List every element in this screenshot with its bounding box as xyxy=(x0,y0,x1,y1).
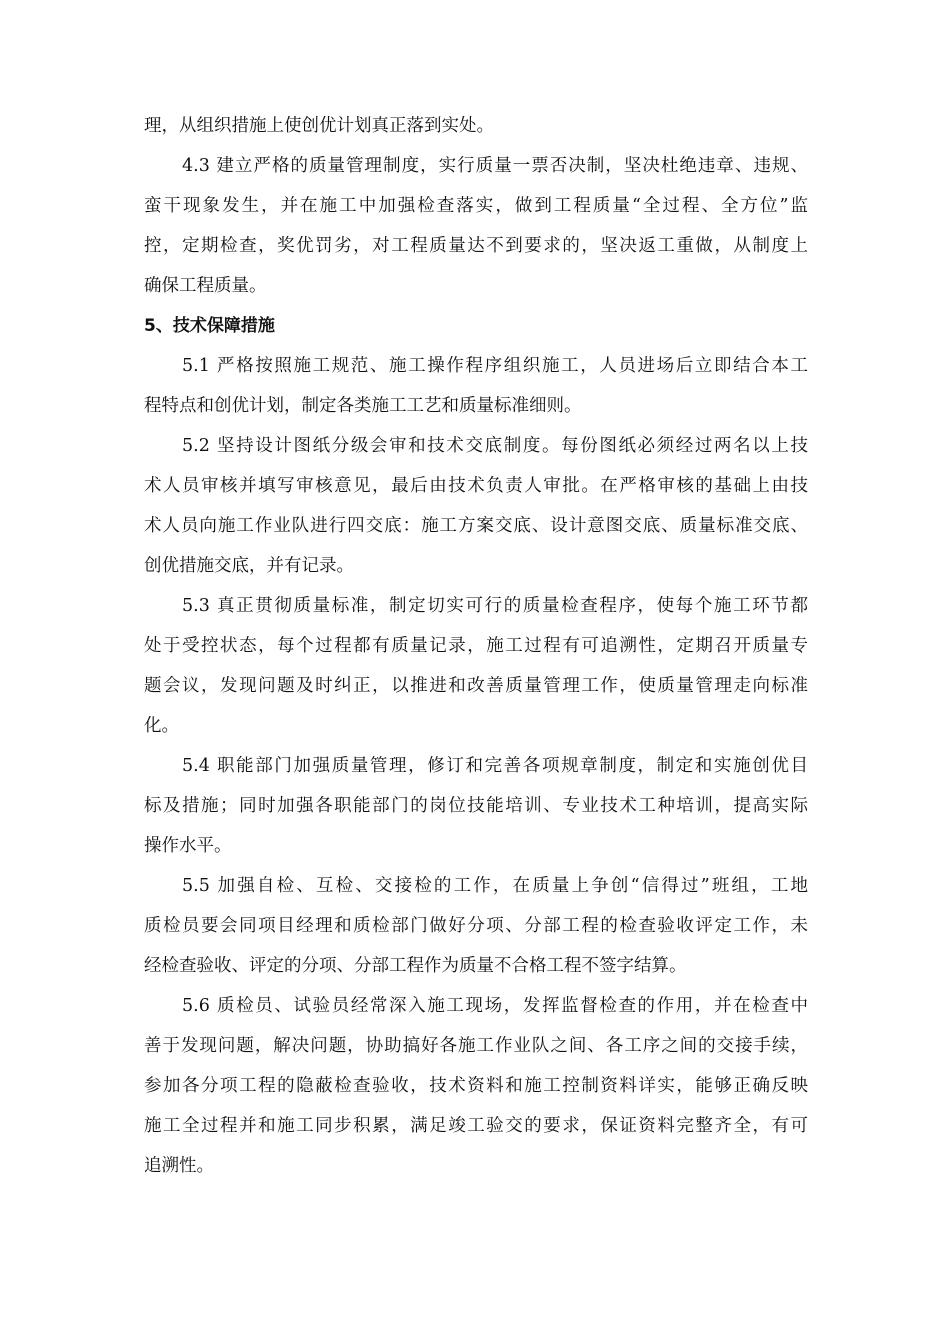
text-line: 术人员审核并填写审核意见，最后由技术负责人审批。在严格审核的基础上由技 xyxy=(144,476,808,496)
text-line: 创优措施交底，并有记录。 xyxy=(144,556,354,576)
text-line: 善于发现问题，解决问题，协助搞好各施工作业队之间、各工序之间的交接手续， xyxy=(144,1036,808,1056)
text-line: 控，定期检查，奖优罚劣，对工程质量达不到要求的，坚决返工重做，从制度上 xyxy=(144,236,808,256)
paragraph-5-3-line: 5.3 真正贯彻质量标准，制定切实可行的质量检查程序，使每个施工环节都 xyxy=(182,596,808,616)
text-line: 施工全过程并和施工同步积累，满足竣工验交的要求，保证资料完整齐全，有可 xyxy=(144,1116,808,1136)
paragraph-5-4-line: 5.4 职能部门加强质量管理，修订和完善各项规章制度，制定和实施创优目 xyxy=(182,756,808,776)
text-line: 追溯性。 xyxy=(144,1156,214,1176)
text-line: 术人员向施工作业队进行四交底：施工方案交底、设计意图交底、质量标准交底、 xyxy=(144,516,808,536)
text-line: 参加各分项工程的隐蔽检查验收，技术资料和施工控制资料详实，能够正确反映 xyxy=(144,1076,808,1096)
text-line: 程特点和创优计划，制定各类施工工艺和质量标准细则。 xyxy=(144,396,582,416)
text-line: 经检查验收、评定的分项、分部工程作为质量不合格工程不签字结算。 xyxy=(144,956,687,976)
paragraph-4-3-line: 4.3 建立严格的质量管理制度，实行质量一票否决制，坚决杜绝违章、违规、 xyxy=(182,156,808,176)
section-heading: 5、技术保障措施 xyxy=(144,316,275,336)
document-body xyxy=(144,106,808,1186)
paragraph-5-1-line: 5.1 严格按照施工规范、施工操作程序组织施工，人员进场后立即结合本工 xyxy=(182,356,808,376)
text-line: 标及措施；同时加强各职能部门的岗位技能培训、专业技术工种培训，提高实际 xyxy=(144,796,808,816)
text-line: 处于受控状态，每个过程都有质量记录，施工过程有可追溯性，定期召开质量专 xyxy=(144,636,808,656)
text-line: 操作水平。 xyxy=(144,836,232,856)
text-line: 理，从组织措施上使创优计划真正落到实处。 xyxy=(144,116,494,136)
text-line: 蛮干现象发生，并在施工中加强检查落实，做到工程质量“全过程、全方位”监 xyxy=(144,196,808,216)
paragraph-5-6-line: 5.6 质检员、试验员经常深入施工现场，发挥监督检查的作用，并在检查中 xyxy=(182,996,808,1016)
paragraph-5-2-line: 5.2 坚持设计图纸分级会审和技术交底制度。每份图纸必须经过两名以上技 xyxy=(182,436,808,456)
text-line: 化。 xyxy=(144,716,179,736)
paragraph-5-5-line: 5.5 加强自检、互检、交接检的工作，在质量上争创“信得过”班组，工地 xyxy=(182,876,808,896)
text-line: 题会议，发现问题及时纠正，以推进和改善质量管理工作，使质量管理走向标准 xyxy=(144,676,808,696)
text-line: 质检员要会同项目经理和质检部门做好分项、分部工程的检查验收评定工作，未 xyxy=(144,916,808,936)
text-line: 确保工程质量。 xyxy=(144,276,267,296)
